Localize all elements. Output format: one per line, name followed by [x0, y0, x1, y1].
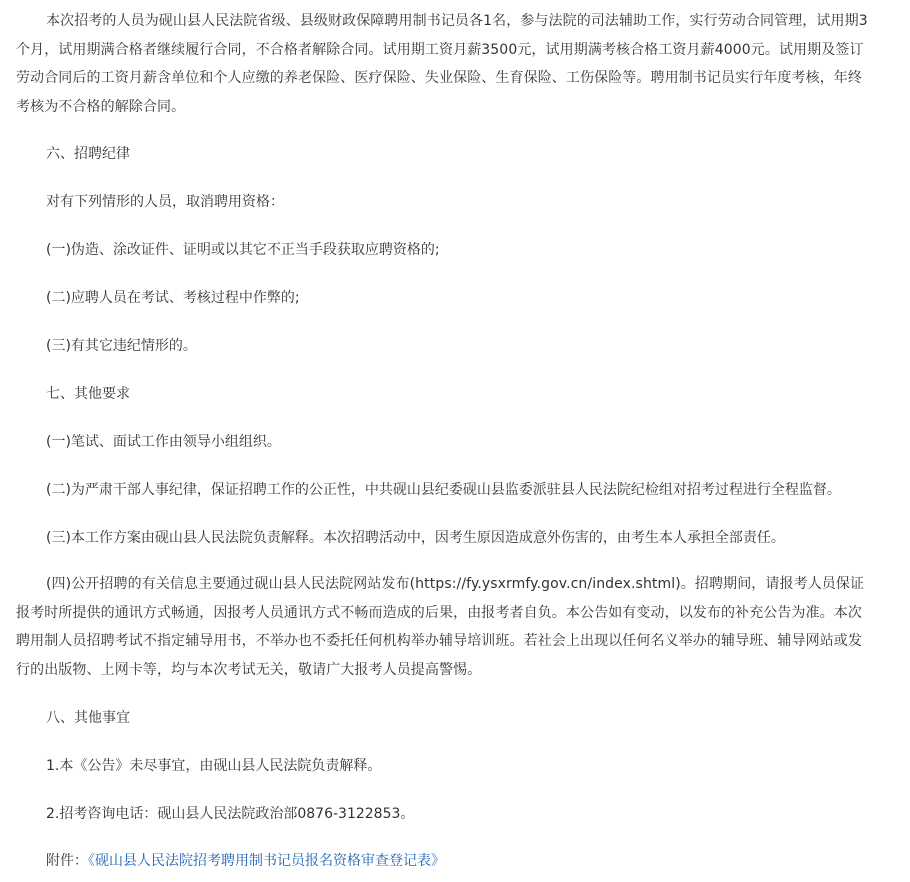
- section7-item-1: (一)笔试、面试工作由领导小组组织。: [46, 434, 281, 450]
- attachment-link[interactable]: 《砚山县人民法院招考聘用制书记员报名资格审查登记表》: [88, 853, 445, 869]
- section6-item-3: (三)有其它违纪情形的。: [46, 338, 197, 354]
- section8-item-1: 1.本《公告》未尽事宜，由砚山县人民法院负责解释。: [46, 758, 382, 774]
- section6-item-2: (二)应聘人员在考试、考核过程中作弊的;: [46, 290, 300, 306]
- section8-item-2: 2.招考咨询电话：砚山县人民法院政治部0876-3122853。: [46, 806, 415, 822]
- section8-heading: 八、其他事宜: [46, 710, 130, 726]
- attachment-label: 附件：: [46, 853, 88, 869]
- section6-item-1: (一)伪造、涂改证件、证明或以其它不正当手段获取应聘资格的;: [46, 242, 440, 258]
- attachment-line: [46, 851, 445, 871]
- section6-intro: 对有下列情形的人员，取消聘用资格：: [46, 194, 284, 210]
- section7-item-3: (三)本工作方案由砚山县人民法院负责解释。本次招聘活动中，因考生原因造成意外伤害的，由考生本人承担全部责任。: [46, 530, 785, 546]
- section7-item-4: (四)公开招聘的有关信息主要通过砚山县人民法院网站发布(https://fy.ysxrmfy.gov.cn/index.shtml)。招聘期间，请报考人员保证报考时所提供的通讯方式畅通，因报考人员通讯方式不畅而造成的后果，由报考者自负。本公告如有变动，以发布的补充公告为准。本次聘用制人员招聘考试不指定辅导用书，不举办也不委托任何机构举办辅导培训班。若社会上出现以任何名义举办的辅导班、辅导网站或发行的出版物、上网卡等，均与本次考试无关，敬请广大报考人员提高警惕。: [16, 576, 865, 678]
- intro-paragraph: 本次招考的人员为砚山县人民法院省级、县级财政保障聘用制书记员各1名，参与法院的司法辅助工作，实行劳动合同管理，试用期3个月，试用期满合格者继续履行合同，不合格者解除合同。试用期工资月薪3500元，试用期满考核合格工资月薪4000元。试用期及签订劳动合同后的工资月薪含单位和个人应缴的养老保险、医疗保险、失业保险、生育保险、工伤保险等。聘用制书记员实行年度考核，年终考核为不合格的解除合同。: [16, 13, 868, 115]
- section6-heading: 六、招聘纪律: [46, 146, 130, 162]
- section7-heading: 七、其他要求: [46, 386, 130, 402]
- section7-item-2: (二)为严肃干部人事纪律，保证招聘工作的公正性，中共砚山县纪委砚山县监委派驻县人民法院纪检组对招考过程进行全程监督。: [46, 482, 841, 498]
